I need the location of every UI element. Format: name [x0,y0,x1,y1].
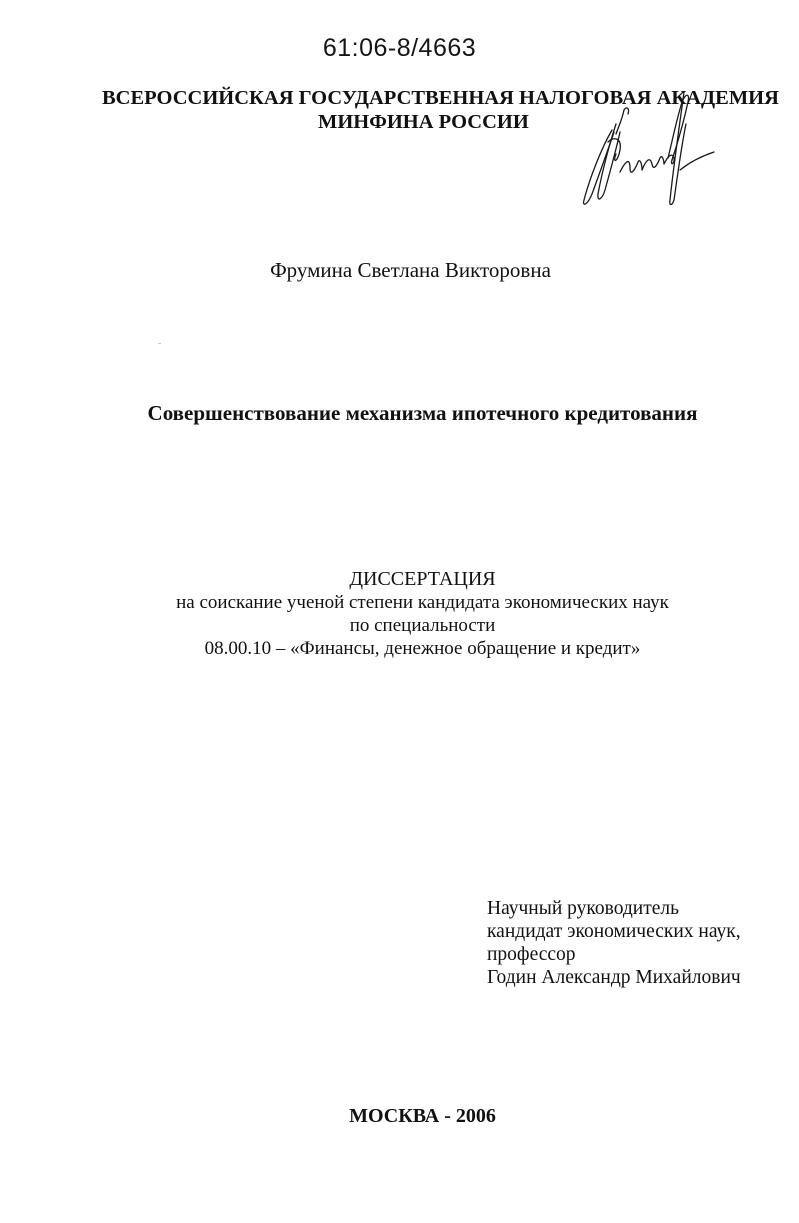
supervisor-role: Научный руководитель [487,898,680,919]
scan-speck [158,343,161,344]
dissertation-heading: ДИССЕРТАЦИЯ [349,568,496,590]
handwritten-signature-icon [572,72,722,222]
degree-line: на соискание ученой степени кандидата экономических наук [176,592,669,613]
supervisor-degree: кандидат экономических наук, [487,921,741,942]
institution-line-1: ВСЕРОССИЙСКАЯ ГОСУДАРСТВЕННАЯ НАЛОГОВАЯ АКАДЕМИЯ [102,87,779,109]
dissertation-title: Совершенствование механизма ипотечного кредитования [147,401,698,425]
registration-number: 61:06-8/4663 [322,34,477,62]
institution-line-2: МИНФИНА РОССИИ [318,111,529,133]
city-year: МОСКВА - 2006 [349,1105,496,1127]
supervisor-block [487,897,741,989]
specialty-label: по специальности [349,615,496,636]
supervisor-name: Годин Александр Михайлович [487,967,741,988]
supervisor-rank: профессор [487,944,576,965]
specialty-code: 08.00.10 – «Финансы, денежное обращение и кредит» [204,638,641,659]
dissertation-info [0,567,799,660]
author-name: Фрумина Светлана Викторовна [270,258,551,282]
